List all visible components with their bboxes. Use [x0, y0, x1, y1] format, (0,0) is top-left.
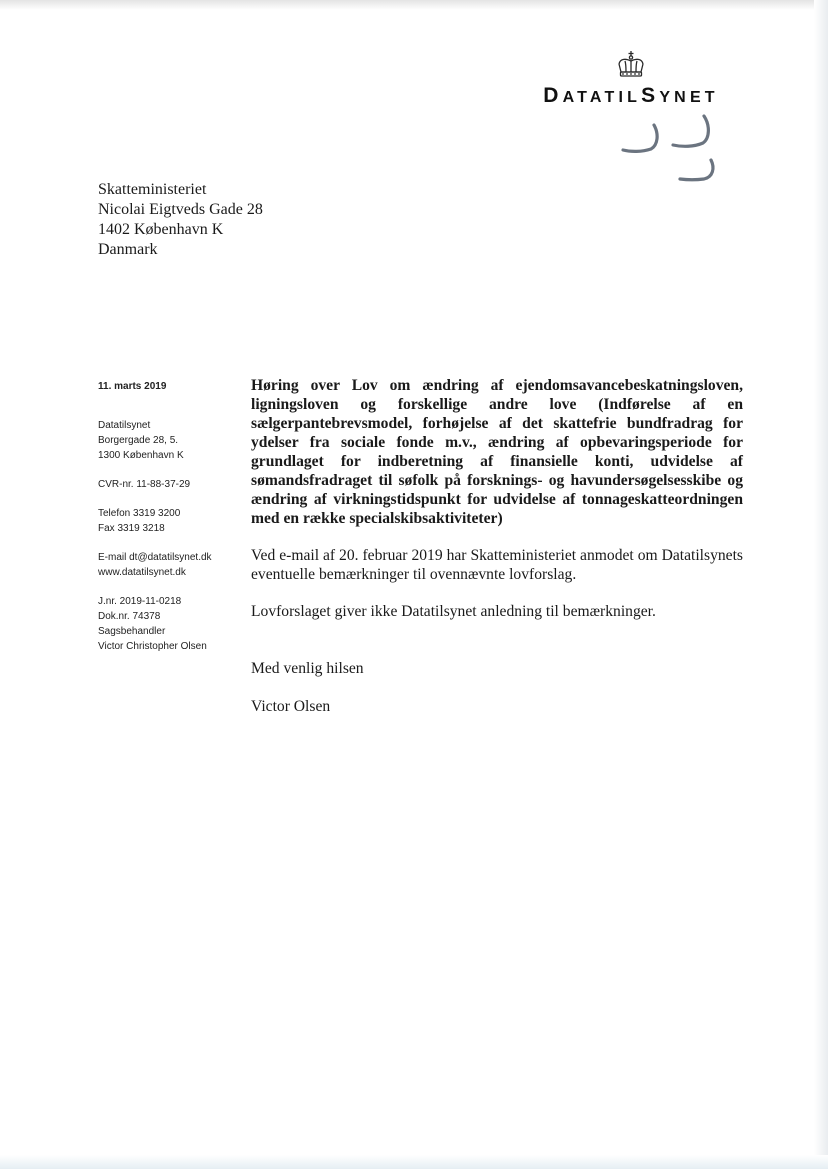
letter-signature: Victor Olsen: [251, 698, 331, 715]
email-line: E-mail dt@datatilsynet.dk: [98, 552, 212, 563]
crown-icon: [614, 50, 648, 78]
scan-edge-top: [0, 0, 828, 10]
sender-line: Borgergade 28, 5.: [98, 435, 179, 446]
fax-line: Fax 3319 3218: [98, 523, 165, 534]
sender-address: [98, 418, 248, 463]
logo-initial-d: D: [543, 84, 563, 107]
letter-body: [251, 376, 743, 734]
reference-block: [98, 594, 248, 654]
recipient-address: [98, 180, 263, 260]
letter-closing: Med venlig hilsen: [251, 660, 364, 677]
letter-subject: Høring over Lov om ændring af ejendomsavancebeskatningsloven, ligningsloven og forskellige andre love (Indførelse af en sælgerpantebrevsmodel, forhøjelse af det skattefrie bundfradrag for ydelser fra sociale fonde m.v., ændring af opbevaringsperiode for grundlaget for indberetning af finansielle konti, udvidelse af sømandsfradraget til søfolk på forsknings- og havundersøgelsesskibe og ændring af virkningstidspunkt for udvidelse af tonnageskatteordningen med en række specialskibsaktiviteter): [251, 377, 743, 527]
recipient-line: Skatteministeriet: [98, 181, 207, 198]
sender-line: Datatilsynet: [98, 420, 151, 431]
logo-initial-s: S: [641, 84, 660, 107]
recipient-line: Danmark: [98, 241, 158, 258]
document-number: Dok.nr. 74378: [98, 611, 161, 622]
sender-line: 1300 København K: [98, 450, 184, 461]
letter-date: 11. marts 2019: [98, 381, 167, 392]
datatilsynet-logo: [520, 50, 742, 108]
journal-number: J.nr. 2019-11-0218: [98, 596, 182, 607]
letter-paragraph: Lovforslaget giver ikke Datatilsynet anledning til bemærkninger.: [251, 603, 656, 620]
recipient-line: Nicolai Eigtveds Gade 28: [98, 201, 263, 218]
logo-text-part-2: YNET: [659, 89, 719, 106]
caseworker-label: Sagsbehandler: [98, 626, 166, 637]
contact-block: [98, 550, 248, 580]
website-line: www.datatilsynet.dk: [98, 567, 186, 578]
phone-line: Telefon 3319 3200: [98, 508, 181, 519]
phone-block: [98, 506, 248, 536]
cvr-block: [98, 477, 248, 492]
sender-sidebar: [98, 379, 248, 668]
handwritten-initials: [618, 112, 730, 192]
scan-edge-bottom: [0, 1155, 828, 1169]
logo-text-part-1: ATATIL: [562, 89, 642, 106]
caseworker-name: Victor Christopher Olsen: [98, 641, 207, 652]
recipient-line: 1402 København K: [98, 221, 224, 238]
logo-wordmark: [520, 84, 742, 108]
cvr-number: CVR-nr. 11-88-37-29: [98, 479, 191, 490]
letter-paragraph: Ved e-mail af 20. februar 2019 har Skatteministeriet anmodet om Datatilsynets eventuelle bemærkninger til ovennævnte lovforslag.: [251, 547, 743, 583]
scan-edge-right: [814, 0, 828, 1169]
